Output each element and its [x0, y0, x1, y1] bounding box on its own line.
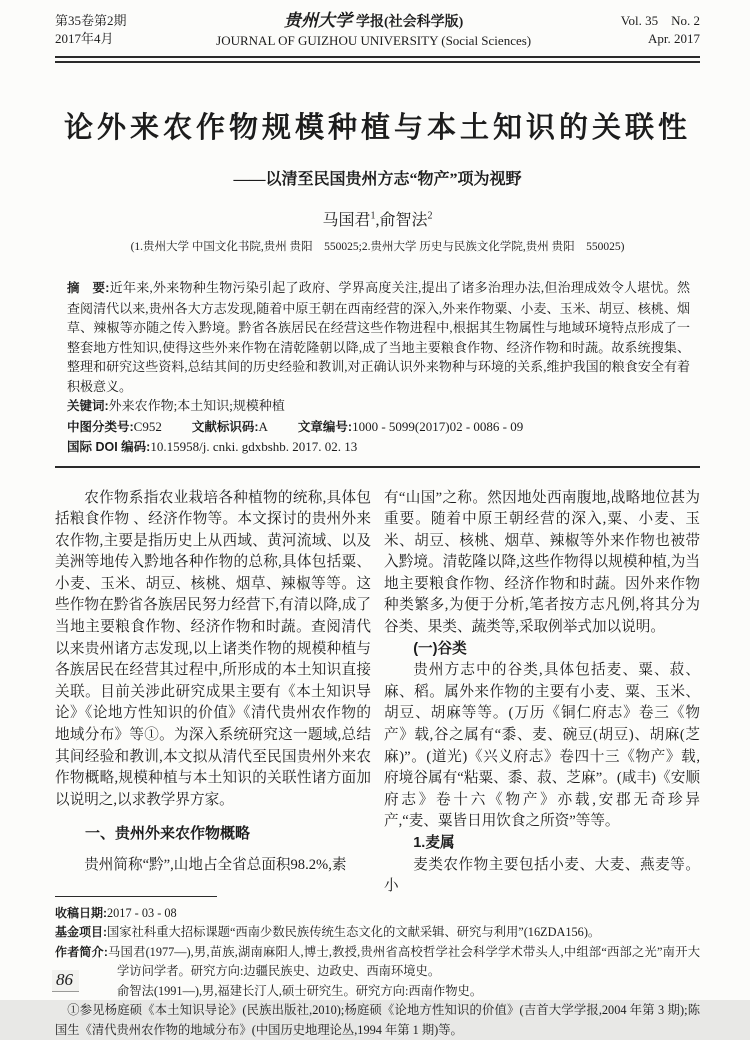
- received-date: 收稿日期:2017 - 03 - 08: [55, 904, 700, 924]
- meta-bottom-rule: [55, 466, 700, 468]
- doc-code-label: 文献标识码:: [192, 420, 259, 434]
- abstract: 摘 要:近年来,外来物种生物污染引起了政府、学界高度关注,提出了诸多治理办法,但治理成效令人堪忧。然查阅清代以来,贵州各大方志发现,随着中原王朝在西南经营的深入,外来作物粟、小麦、玉米、胡豆、核桃、烟草、辣椒等亦随之传入黔境。黔省各族居民在经营这些作物进程中,根据其生物属性与地域环境特点形成了一整套地方性知识,使得这些外来作物在清乾隆朝以降,成了当地主要粮食作物、经济作物和时蔬。故系统搜集、整理和研究这些资料,总结其间的历史经验和教训,对正确认识外来物种与环境的关系,维护我国的粮食安全有着积极意义。: [67, 278, 690, 396]
- page-footer: [55, 904, 700, 1040]
- author-1: 马国君: [322, 212, 370, 229]
- author-1-sup: 1: [371, 211, 376, 222]
- article-body: [55, 488, 700, 890]
- doi-line: 国际 DOI 编码:10.15958/j. cnki. gdxbshb. 2017. 02. 13: [67, 437, 690, 458]
- article-subtitle: ——以清至民国贵州方志“物产”项为视野: [55, 166, 700, 189]
- article-title: 论外来农作物规模种植与本土知识的关联性: [55, 105, 700, 146]
- issue-cn: 第35卷第2期: [55, 12, 127, 30]
- header-journal-name: [216, 12, 531, 50]
- author-line: [55, 207, 700, 230]
- author-2: 俞智法: [380, 212, 428, 229]
- subsection-heading-wheat: 1.麦属: [384, 833, 700, 855]
- article-id-label: 文章编号:: [298, 420, 352, 434]
- journal-logo-calligraphy: 贵州大学: [284, 11, 352, 31]
- header-double-rule: [55, 56, 700, 63]
- paragraph: 农作物系指农业栽培各种植物的统称,具体包括粮食作物 、经济作物等。本文探讨的贵州外来农作物,主要是指历史上从西域、黄河流域、以及美洲等地传入黔地各种作物的总称,具体包括粟、小麦、玉米、胡豆、核桃、烟草、辣椒等等。这些作物在黔省各族居民努力经营下,有清以降,成了当地主要粮食作物、经济作物和时蔬。查阅清代以来贵州诸方志发现,以上诸类作物的规模种植与各族居民在经营其过程中,所形成的本土知识直接关联。目前关涉此研究成果主要有《本土知识导论》《论地方性知识的价值》《清代贵州农作物的地域分布》等①。为深入系统研究这一题域,总结其间经验和教训,本文拟从清代至民国贵州外来农作物概略,规模种植与本土知识的关联性诸方面加以说明之,以求教学界方家。: [55, 488, 371, 812]
- date-en: Apr. 2017: [621, 30, 700, 48]
- keywords-label: 关键词:: [67, 399, 109, 413]
- fund-project: 基金项目:国家社科重大招标课题“西南少数民族传统生态文化的文献采辑、研究与利用”(16ZDA156)。: [55, 923, 700, 943]
- paragraph: 贵州简称“黔”,山地占全省总面积98.2%,素: [55, 855, 371, 877]
- paragraph: 有“山国”之称。然因地处西南腹地,战略地位甚为重要。随着中原王朝经营的深入,粟、小麦、玉米、胡豆、核桃、烟草、辣椒等外来作物也被带入黔境。清乾隆以降,这些作物得以规模种植,为当地主要粮食作物、经济作物和时蔬。因外来作物种类繁多,为便于分析,笔者按方志凡例,将其分为谷类、果类、蔬类等,采取例举式加以说明。: [384, 488, 700, 639]
- journal-name-en: JOURNAL OF GUIZHOU UNIVERSITY (Social Sciences): [216, 32, 531, 50]
- abstract-label: 摘 要:: [67, 281, 109, 295]
- subsection-heading-grains: (一)谷类: [384, 639, 700, 661]
- doi-label: 国际 DOI 编码:: [67, 440, 150, 454]
- date-cn: 2017年4月: [55, 30, 127, 48]
- author-2-sup: 2: [428, 211, 433, 222]
- journal-name-cn: 学报(社会科学版): [356, 15, 463, 30]
- paragraph: 贵州方志中的谷类,具体包括麦、粟、菽、麻、稻。属外来作物的主要有小麦、粟、玉米、胡豆、胡麻等等。(万历《铜仁府志》卷三《物产》载,谷之属有“黍、麦、碗豆(胡豆)、胡麻(芝麻)”。(道光)《兴义府志》卷四十三《物产》载,府境谷属有“粘粟、黍、菽、芝麻”。(咸丰)《安顺府志》卷十六《物产》亦载,安郡无奇珍异产,“麦、粟皆日用饮食之所资”等等。: [384, 660, 700, 833]
- header-vol-block: [621, 12, 700, 48]
- page-number: 86: [52, 970, 79, 992]
- author-separator: ,: [376, 212, 380, 229]
- keywords: 关键词:外来农作物;本土知识;规模种植: [67, 396, 690, 417]
- header-issue-block: [55, 12, 127, 48]
- journal-header: [55, 12, 700, 50]
- clc-label: 中图分类号:: [67, 420, 134, 434]
- right-column: [384, 488, 700, 890]
- left-column: [55, 488, 371, 890]
- footnote-separator: [55, 896, 217, 897]
- author-bio-2: 俞智法(1991—),男,福建长汀人,硕士研究生。研究方向:西南作物史。: [55, 982, 700, 1002]
- meta-block: [67, 278, 690, 458]
- vol-en: Vol. 35 No. 2: [621, 12, 700, 30]
- author-bio-1: 作者简介:马国君(1977—),男,苗族,湖南麻阳人,博士,教授,贵州省高校哲学社会科学学术带头人,中组部“西部之光”南开大学访问学者。研究方向:边疆民族史、边政史、西南环境史。: [55, 943, 700, 982]
- affiliation: (1.贵州大学 中国文化书院,贵州 贵阳 550025;2.贵州大学 历史与民族文化学院,贵州 贵阳 550025): [55, 238, 700, 254]
- section-heading-1: 一、贵州外来农作物概略: [55, 823, 371, 845]
- footnote-1: ①参见杨庭硕《本土知识导论》(民族出版社,2010);杨庭硕《论地方性知识的价值》(吉首大学学报,2004 年第 3 期);陈国生《清代贵州农作物的地域分布》(中国历史地理论丛,1994 年第 1 期)等。: [55, 1001, 700, 1040]
- classification-line: 中图分类号:C952 文献标识码:A 文章编号:1000 - 5099(2017)02 - 0086 - 09: [67, 417, 690, 438]
- paragraph: 麦类农作物主要包括小麦、大麦、燕麦等。小: [384, 855, 700, 898]
